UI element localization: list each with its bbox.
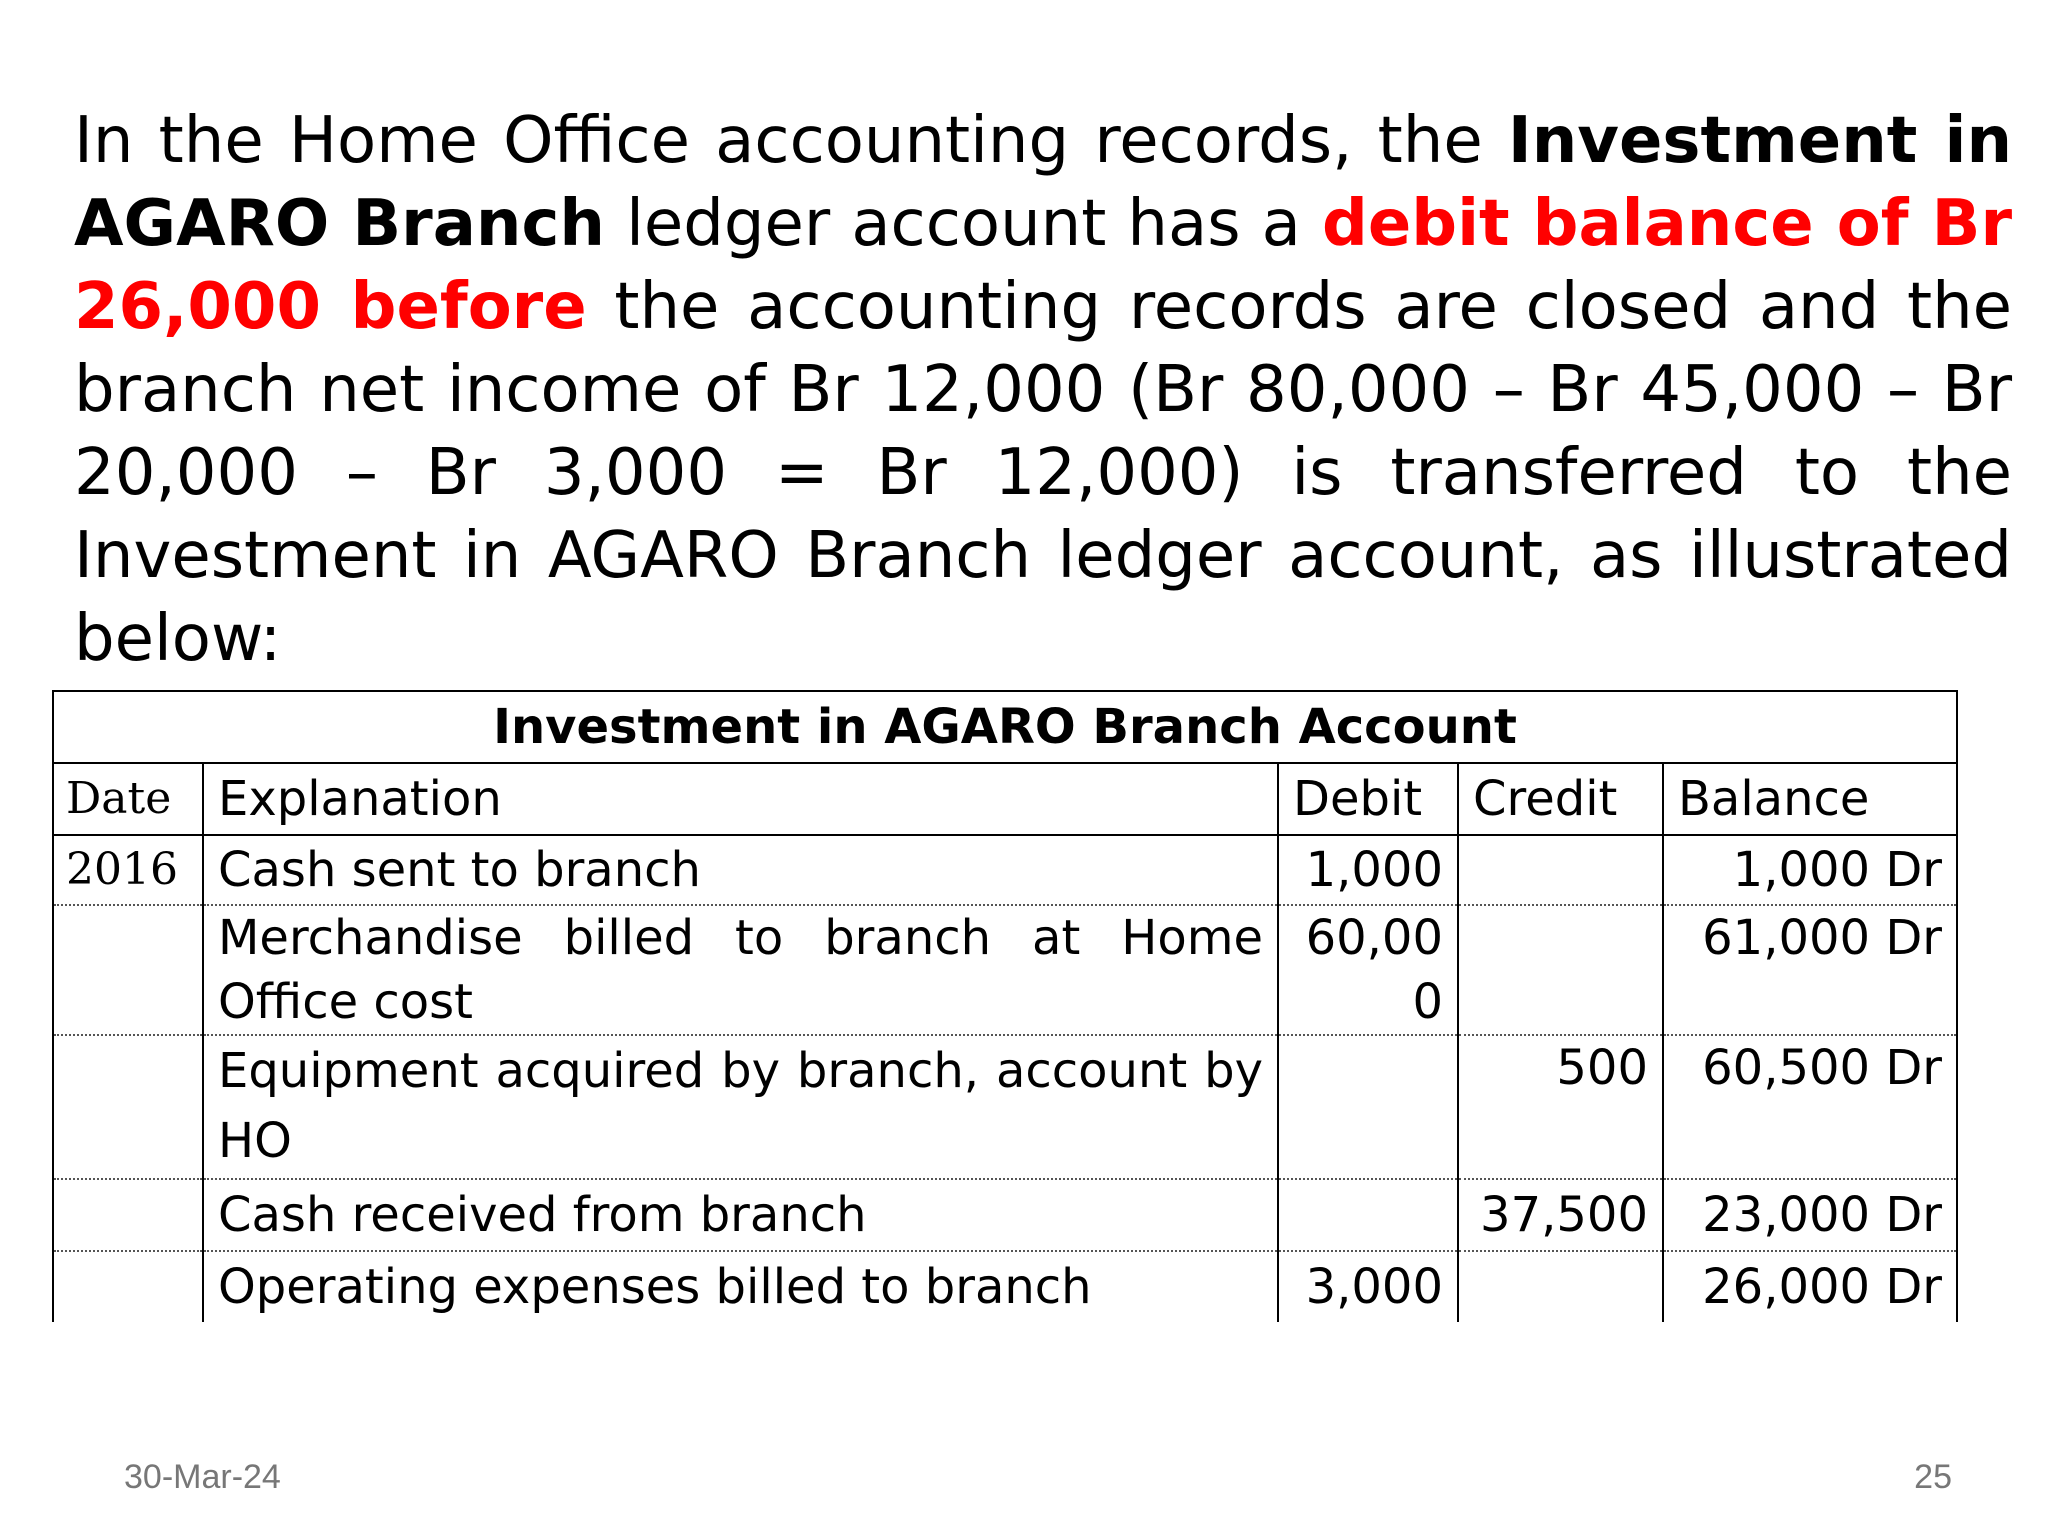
- ledger-header-row: [53, 763, 1957, 835]
- intro-paragraph: [74, 100, 2012, 681]
- row-explanation: Cash received from branch: [203, 1179, 1278, 1251]
- ledger-title: Investment in AGARO Branch Account: [53, 691, 1957, 763]
- row-balance: 61,000 Dr: [1663, 905, 1957, 1035]
- table-row: [53, 905, 1957, 1035]
- page-number: 25: [1914, 1458, 1952, 1496]
- row-balance: 1,000 Dr: [1663, 835, 1957, 905]
- footer-date: 30-Mar-24: [124, 1458, 281, 1496]
- paragraph-highlight: debit balance of Br 26,000 before: [74, 187, 2013, 344]
- row-credit: 37,500: [1458, 1179, 1663, 1251]
- row-debit: [1278, 1035, 1458, 1179]
- row-date: [53, 1251, 203, 1322]
- row-balance: 23,000 Dr: [1663, 1179, 1957, 1251]
- header-credit: Credit: [1458, 763, 1663, 835]
- row-balance: 60,500 Dr: [1663, 1035, 1957, 1179]
- ledger-table: [52, 690, 1958, 1322]
- row-explanation: Merchandise billed to branch at Home Office cost: [203, 905, 1278, 1035]
- row-debit: 1,000: [1278, 835, 1458, 905]
- row-explanation: Cash sent to branch: [203, 835, 1278, 905]
- table-row: [53, 1035, 1957, 1179]
- row-credit: [1458, 835, 1663, 905]
- row-balance: 26,000 Dr: [1663, 1251, 1957, 1322]
- row-explanation: Operating expenses billed to branch: [203, 1251, 1278, 1322]
- table-row: [53, 1251, 1957, 1322]
- row-date: [53, 905, 203, 1035]
- header-debit: Debit: [1278, 763, 1458, 835]
- paragraph-text-2: ledger account has a: [604, 187, 1323, 261]
- row-date: [53, 1179, 203, 1251]
- header-date: Date: [53, 763, 203, 835]
- paragraph-text-3: the accounting records are closed and the branch net income of Br 12,000 (Br 80,000 – Br 45,000 – Br 20,000 – Br 3,000 = Br 12,000) is transferred to the Investment in AGARO Branch ledger account, as illustrated below:: [74, 270, 2013, 676]
- row-date: 2016: [53, 835, 203, 905]
- table-row: [53, 1179, 1957, 1251]
- row-date: [53, 1035, 203, 1179]
- ledger-title-row: [53, 691, 1957, 763]
- paragraph-account-name: Investment in AGARO Branch: [74, 104, 2012, 261]
- header-balance: Balance: [1663, 763, 1957, 835]
- row-explanation: Equipment acquired by branch, account by HO: [203, 1035, 1278, 1179]
- row-credit: [1458, 1251, 1663, 1322]
- row-debit: [1278, 1179, 1458, 1251]
- paragraph-text-1: In the Home Office accounting records, the: [74, 104, 1508, 178]
- row-debit: 60,000: [1278, 905, 1458, 1035]
- header-explanation: Explanation: [203, 763, 1278, 835]
- row-credit: [1458, 905, 1663, 1035]
- table-row: [53, 835, 1957, 905]
- row-debit: 3,000: [1278, 1251, 1458, 1322]
- row-credit: 500: [1458, 1035, 1663, 1179]
